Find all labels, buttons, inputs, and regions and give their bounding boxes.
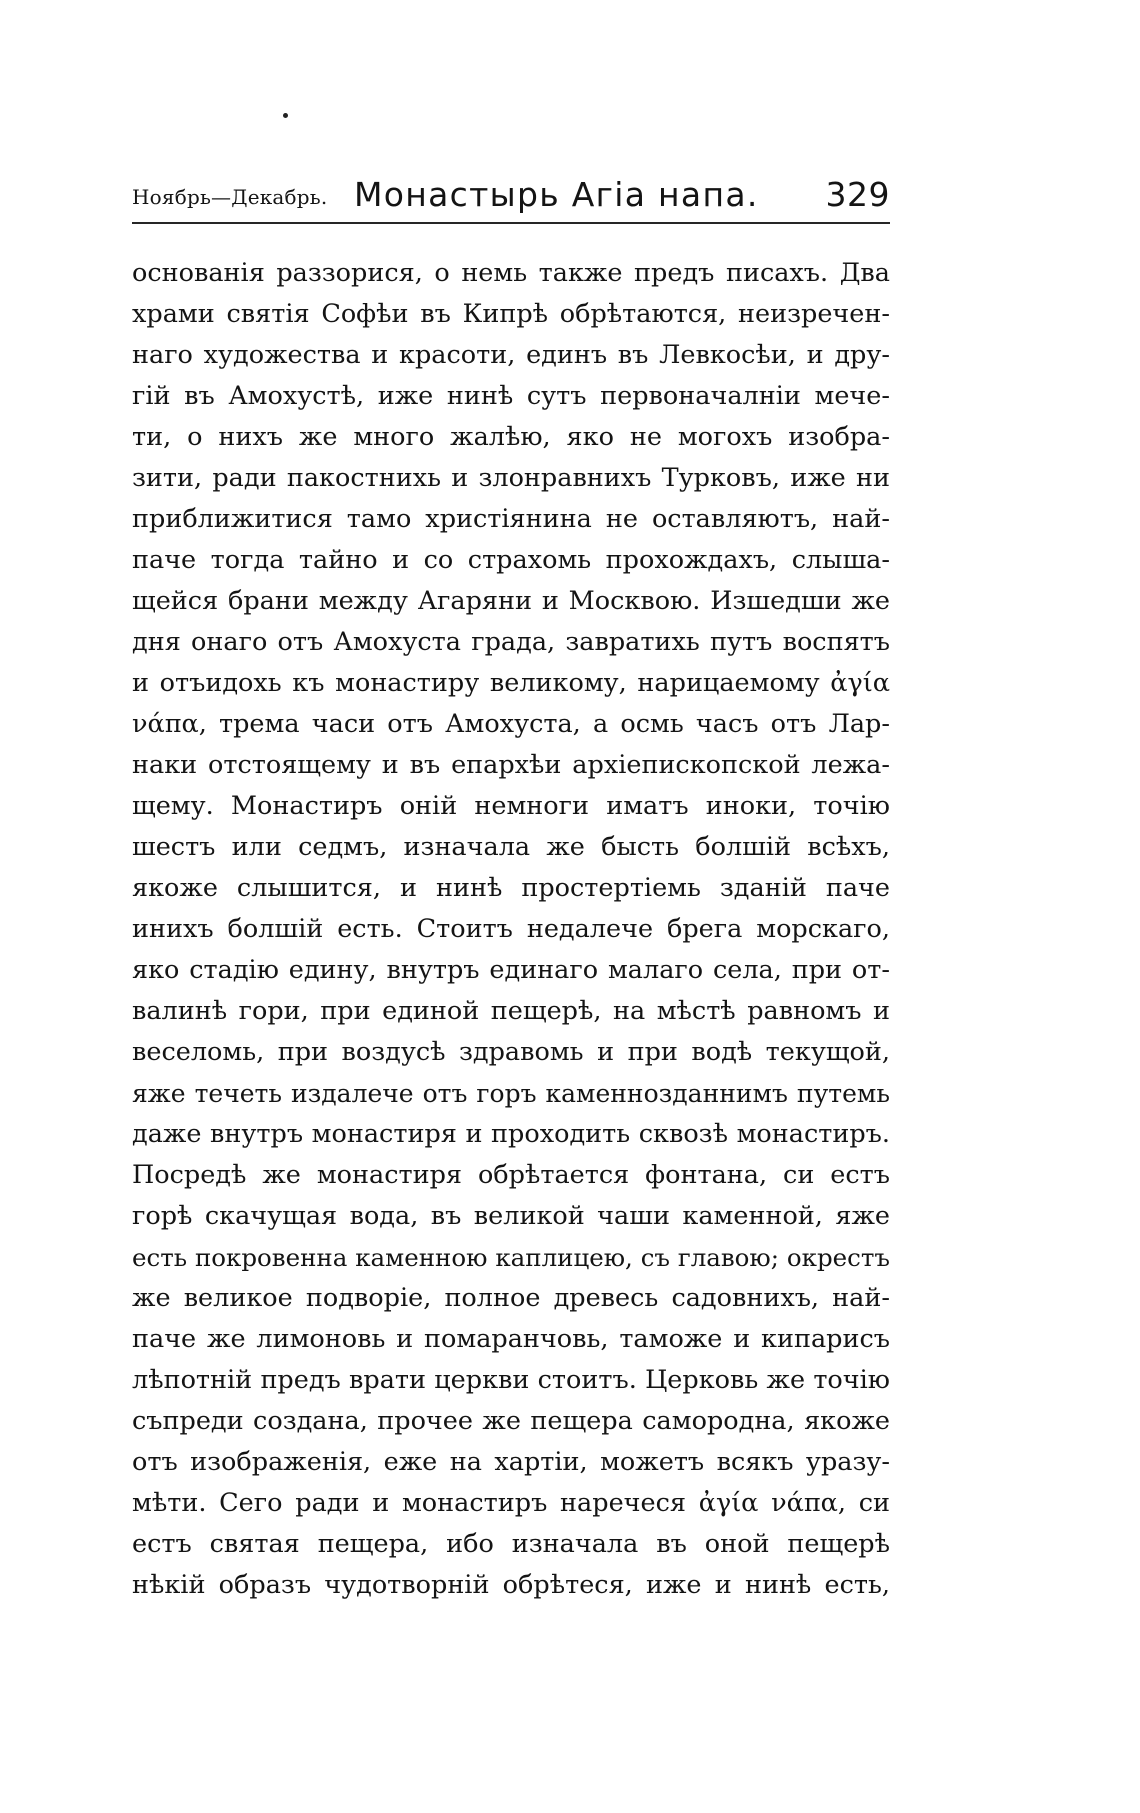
text-line: есть покровенна каменною каплицею, съ главою; окрестъ <box>132 1243 890 1272</box>
text-line: дня онаго отъ Амохуста града, завратихь путъ воспятъ <box>132 627 890 657</box>
text-line: основанія раззорися, о немь также предъ писахъ. Два <box>132 258 890 288</box>
text-line: якоже слышится, и нинѣ простертіемь зданій паче <box>132 873 890 903</box>
text-line: веселомь, при воздусѣ здравомь и при водѣ текущой, <box>132 1037 890 1067</box>
ink-speck <box>283 113 288 118</box>
text-line: отъ изображенія, еже на хартіи, можетъ всякъ уразу- <box>132 1447 890 1477</box>
header-section: Ноябрь—Декабрь. <box>132 185 328 209</box>
header-rule <box>132 222 890 224</box>
text-line: яко стадію едину, внутръ единаго малаго села, при от- <box>132 955 890 985</box>
text-line: инихъ болшій есть. Стоитъ недалече брега морскаго, <box>132 914 890 944</box>
text-line: наго художества и красоти, единъ въ Левкосѣи, и дру- <box>132 340 890 370</box>
text-line: же великое подворіе, полное древесь садовнихъ, най- <box>132 1283 890 1313</box>
text-line: лѣпотній предъ врати церкви стоитъ. Церковь же точію <box>132 1365 890 1395</box>
text-line: зити, ради пакостнихь и злонравнихъ Турковъ, иже ни <box>132 463 890 493</box>
text-line: щему. Монастиръ оній немноги иматъ иноки, точію <box>132 791 890 821</box>
text-line: паче же лимоновь и помаранчовь, таможе и кипарисъ <box>132 1324 890 1354</box>
body-text <box>132 253 890 1606</box>
header-title: Монастырь Агіа напа. <box>354 175 759 214</box>
text-line: съпреди создана, прочее же пещера самородна, якоже <box>132 1406 890 1436</box>
text-line: мѣти. Сего ради и монастиръ наречеся ἀγία νάπα, си <box>132 1488 890 1518</box>
page-number: 329 <box>825 175 890 214</box>
text-line: яже течеть издалече отъ горъ каменнозданнимъ путемь <box>132 1079 890 1108</box>
text-line: щейся брани между Агаряни и Москвою. Изшедши же <box>132 586 890 616</box>
text-line: наки отстоящему и въ епархѣи архіепископской лежа- <box>132 750 890 780</box>
text-line: Посредѣ же монастиря обрѣтается фонтана, си естъ <box>132 1160 890 1190</box>
text-line: гій въ Амохустѣ, иже нинѣ сутъ первоначалніи мече- <box>132 381 890 411</box>
text-line: шестъ или седмъ, изначала же бысть болшій всѣхъ, <box>132 832 890 862</box>
text-line: паче тогда тайно и со страхомь прохождахъ, слыша- <box>132 545 890 575</box>
running-header <box>132 168 890 218</box>
text-line: храми святія Софѣи въ Кипрѣ обрѣтаются, неизречен- <box>132 299 890 329</box>
text-line: и отъидохь къ монастиру великому, нарицаемому ἀγία <box>132 668 890 698</box>
text-line: приближитися тамо христіянина не оставляютъ, най- <box>132 504 890 534</box>
text-line: νάπα, трема часи отъ Амохуста, а осмь часъ отъ Лар- <box>132 709 890 739</box>
text-line: горѣ скачущая вода, въ великой чаши каменной, яже <box>132 1201 890 1231</box>
text-line: нѣкій образъ чудотворній обрѣтеся, иже и нинѣ есть, <box>132 1570 890 1600</box>
text-line: ти, о нихъ же много жалѣю, яко не могохъ изобра- <box>132 422 890 452</box>
text-line: даже внутръ монастиря и проходить сквозѣ монастиръ. <box>132 1119 890 1149</box>
text-line: валинѣ гори, при единой пещерѣ, на мѣстѣ равномъ и <box>132 996 890 1026</box>
text-line: естъ святая пещера, ибо изначала въ оной пещерѣ <box>132 1529 890 1559</box>
